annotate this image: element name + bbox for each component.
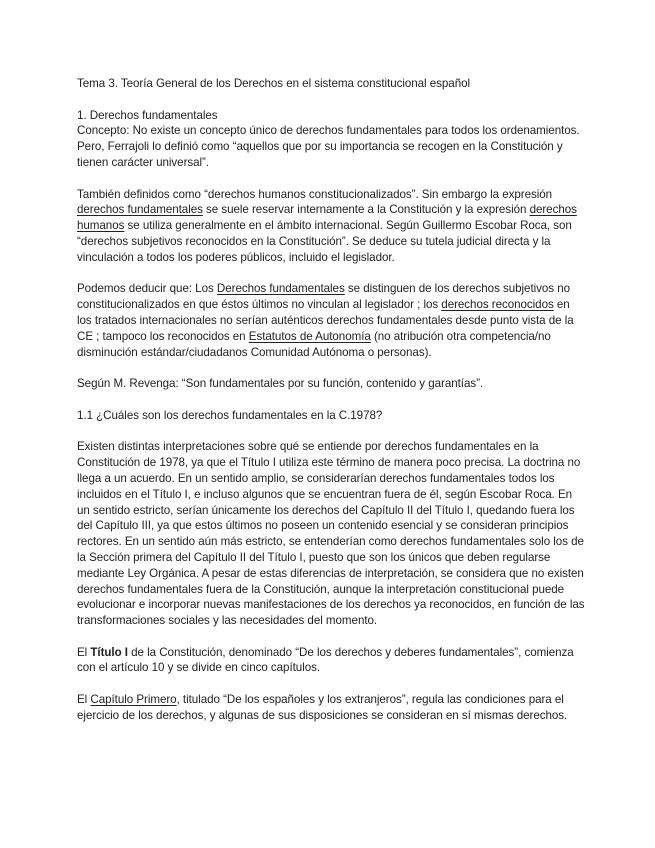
section-heading-cuales-son: 1.1 ¿Cuáles son los derechos fundamentales en la C.1978? <box>77 408 383 422</box>
text-run: El <box>77 693 91 707</box>
paragraph-deduccion <box>77 281 587 360</box>
section-heading-derechos-fundamentales: 1. Derechos fundamentales <box>77 108 218 122</box>
text-run: en los tratados internacionales no serían auténticos derechos fundamentales desde punto vista de la CE ; tampoco los reconocidos en <box>77 298 574 343</box>
paragraph-definiciones <box>77 187 587 266</box>
text-run: , titulado “De los españoles y los extranjeros”, regula las condiciones para el ejercicio de los derechos, y algunas de sus disposiciones se consideran en sí mismas derechos. <box>77 693 568 722</box>
paragraph-capitulo-primero <box>77 692 587 724</box>
concept-paragraph: Concepto: No existe un concepto único de derechos fundamentales para todos los ordenamientos. Pero, Ferrajoli lo definió como “aquellos que por su importancia se recogen en la Constitución y tienen carácter universal”. <box>77 124 580 169</box>
text-run: se distinguen de los derechos subjetivos no constitucionalizados en que éstos últimos no vinculan al legislador ; los <box>77 282 571 312</box>
link-derechos-fundamentales-2[interactable]: Derechos fundamentales <box>216 282 345 296</box>
link-derechos-humanos[interactable]: derechos humanos <box>77 203 577 233</box>
text-run: También definidos como “derechos humanos constitucionalizados”. Sin embargo la expresión <box>77 187 553 201</box>
paragraph-interpretaciones: Existen distintas interpretaciones sobre qué se entiende por derechos fundamentales en la Constitución de 1978, ya que el Título I utiliza este término de manera poco precisa. La doctrina no llega a un acuerdo. En un sentido amplio, se considerarían derechos fundamentales todos los incluidos en el Título I, e incluso algunos que se encuentran fuera de él, según Escobar Roca. En un sentido estricto, serían únicamente los derechos del Capítulo II del Título I, quedando fuera los del Capítulo III, ya que estos últimos no poseen un contenido esencial y se consideran principios rectores. En un sentido aún más estricto, se entenderían como derechos fundamentales solo los de la Sección primera del Capítulo II del Título I, puesto que son los únicos que deben regularse mediante Ley Orgánica. A pesar de estas diferencias de interpretación, se considera que no existen derechos fundamentales fuera de la Constitución, aunque la interpretación constitucional puede evolucionar e incorporar nuevas manifestaciones de los derechos ya reconocidos, en función de las transformaciones sociales y las necesidades del momento. <box>77 440 585 628</box>
link-capitulo-primero[interactable]: Capítulo Primero <box>90 693 177 707</box>
text-run: Podemos deducir que: Los <box>77 282 217 296</box>
paragraph-revenga: Según M. Revenga: “Son fundamentales por su función, contenido y garantías”. <box>77 377 484 391</box>
text-run: se utiliza generalmente en el ámbito internacional. Según Guillermo Escobar Roca, son “derechos subjetivos reconocidos en la Constitución”. Se deduce su tutela judicial directa y la vinculación a todos los poderes públicos, incluido el legislador. <box>77 219 572 264</box>
text-run: (no atribución otra competencia/no disminución estándar/ciudadanos Comunidad Autónoma o personas). <box>77 329 551 359</box>
document-title: Tema 3. Teoría General de los Derechos en el sistema constitucional español <box>77 77 471 90</box>
link-derechos-reconocidos[interactable]: derechos reconocidos <box>441 298 554 312</box>
text-run: de la Constitución, denominado “De los derechos y deberes fundamentales”, comienza con el artículo 10 y se divide en cinco capítulos. <box>77 645 574 675</box>
paragraph-titulo-i <box>77 645 587 677</box>
text-run: se suele reservar internamente a la Constitución y la expresión <box>202 203 530 217</box>
document-page <box>77 76 587 724</box>
text-run: El <box>77 645 91 659</box>
link-derechos-fundamentales[interactable]: derechos fundamentales <box>77 203 203 217</box>
link-estatutos-de-autonomia[interactable]: Estatutos de Autonomía <box>248 329 371 343</box>
bold-titulo-i: Título I <box>90 645 128 659</box>
